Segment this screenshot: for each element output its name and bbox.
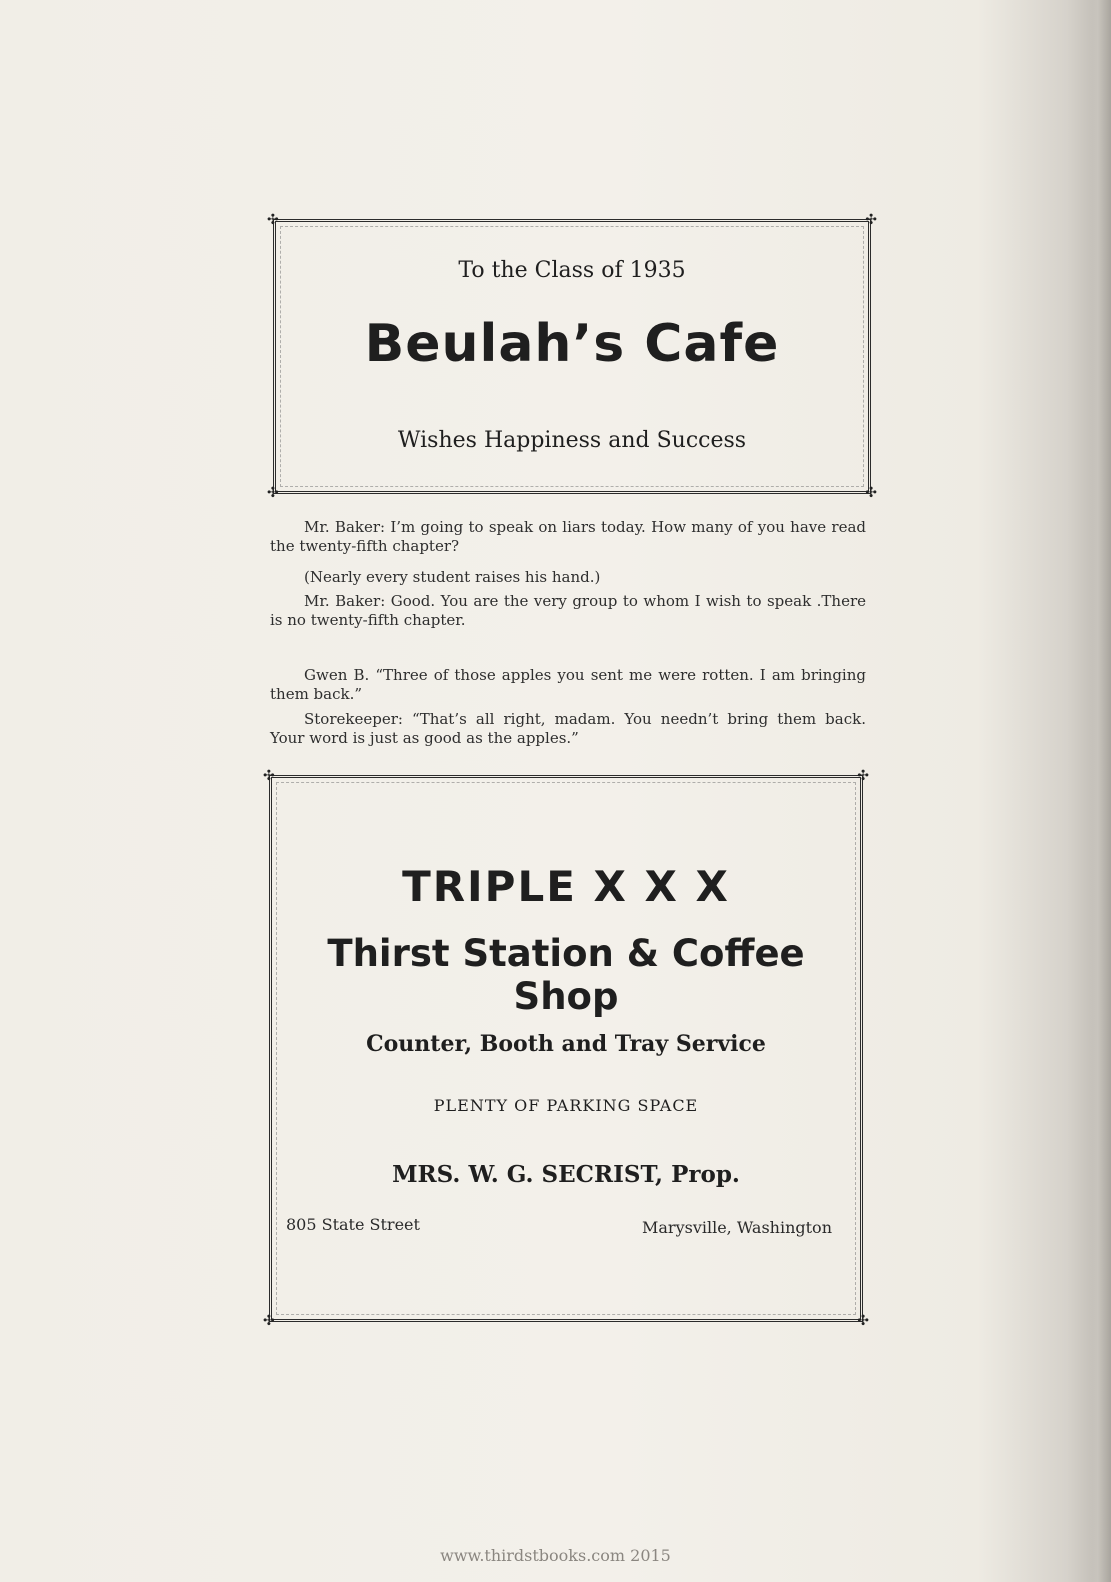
ad-proprietor: MRS. W. G. SECRIST, Prop. [392, 1161, 740, 1188]
triple-xxx-ad [263, 768, 869, 1329]
joke-text: Storekeeper: “That’s all right, madam. You needn’t bring them back. Your word is just as good as the apples.” [270, 710, 866, 747]
ad-subtitle: Thirst Station & Coffee Shop [327, 932, 805, 1018]
corner-ornament-icon: ✣ [263, 1313, 275, 1329]
beulahs-cafe-ad [267, 212, 877, 501]
joke-text: Mr. Baker: Good. You are the very group to whom I wish to speak .There is no twenty-fifth chapter. [270, 592, 866, 629]
corner-ornament-icon: ✣ [267, 485, 279, 501]
joke-paragraph [270, 518, 866, 556]
ad-service: Counter, Booth and Tray Service [366, 1031, 766, 1057]
ad-greeting: To the Class of 1935 [458, 258, 686, 283]
joke-text: Mr. Baker: I’m going to speak on liars today. How many of you have read the twenty-fifth chapter? [270, 518, 866, 555]
joke-text: (Nearly every student raises his hand.) [304, 568, 601, 586]
joke-paragraph [270, 592, 866, 630]
watermark: www.thirdstbooks.com 2015 [440, 1546, 671, 1565]
corner-ornament-icon: ✣ [857, 768, 869, 784]
page-edge-shadow [1089, 0, 1111, 1582]
joke-paragraph [270, 710, 866, 748]
ad-business-name: TRIPLE X X X [402, 862, 730, 911]
ad-business-name: Beulah’s Cafe [364, 314, 780, 374]
corner-ornament-icon: ✣ [857, 1313, 869, 1329]
joke-paragraph [270, 568, 866, 587]
ad-parking: PLENTY OF PARKING SPACE [433, 1096, 699, 1115]
corner-ornament-icon: ✣ [865, 212, 877, 228]
joke-paragraph [270, 666, 866, 704]
corner-ornament-icon: ✣ [263, 768, 275, 784]
corner-ornament-icon: ✣ [267, 212, 279, 228]
ad-message: Wishes Happiness and Success [397, 428, 747, 453]
ad-city: Marysville, Washington [642, 1218, 832, 1237]
corner-ornament-icon: ✣ [865, 485, 877, 501]
ad-address: 805 State Street [286, 1215, 420, 1234]
joke-text: Gwen B. “Three of those apples you sent me were rotten. I am bringing them back.” [270, 666, 866, 703]
